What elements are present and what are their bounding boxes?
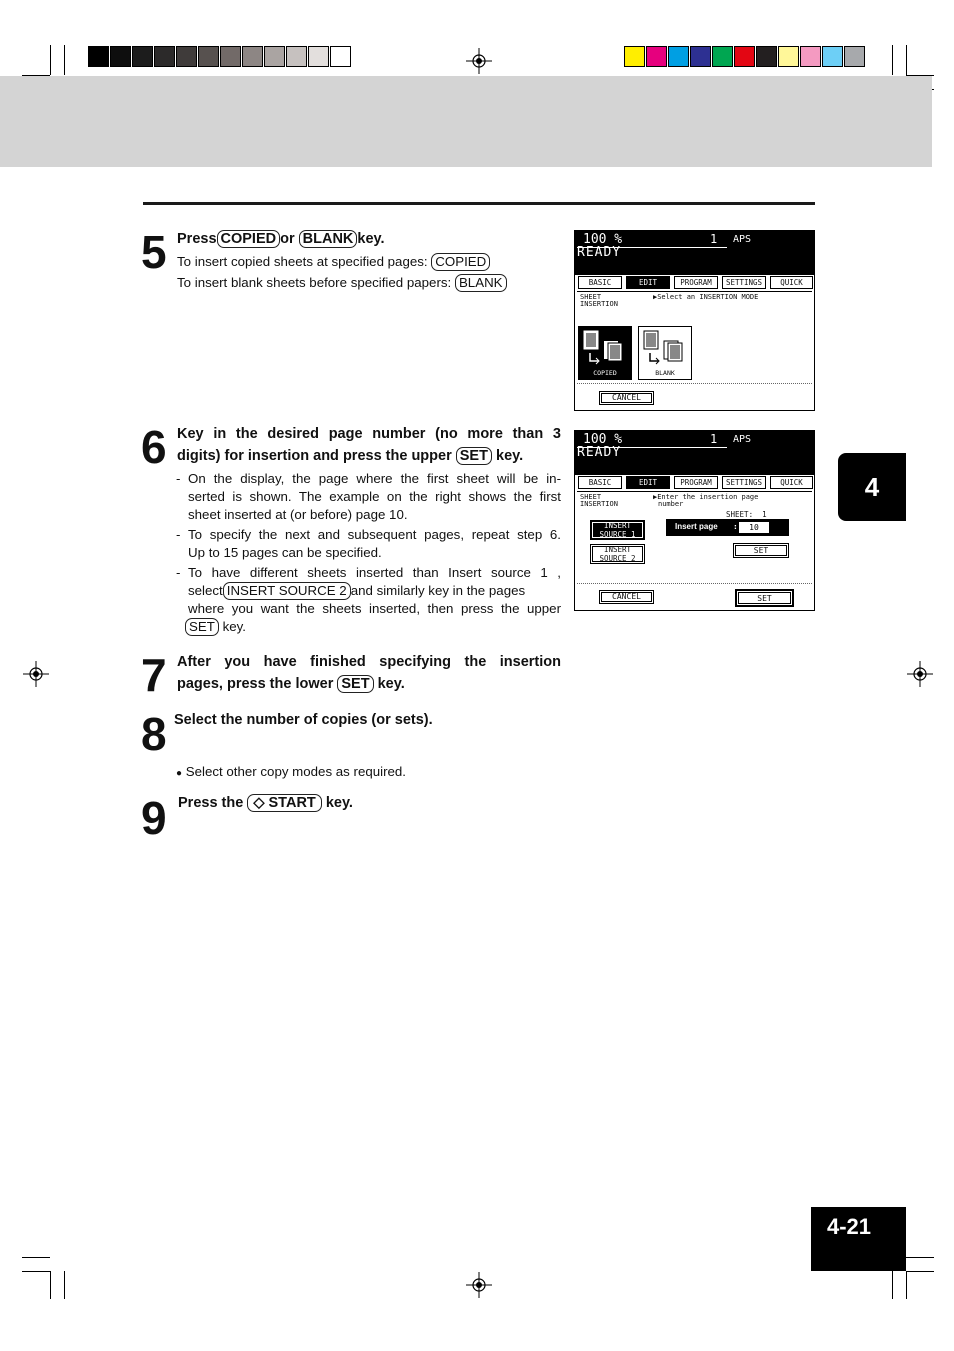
gray-swatch <box>264 46 285 67</box>
step-5-heading <box>177 228 385 250</box>
page-number: 4-21 <box>827 1214 872 1239</box>
gray-swatch <box>242 46 263 67</box>
step-9-heading <box>178 792 353 814</box>
step-7-heading-2-text: pages, press the lower <box>177 676 334 692</box>
insert-source-1-line-2: SOURCE 1 <box>599 530 636 539</box>
tab-settings[interactable]: SETTINGS <box>722 476 766 489</box>
color-swatch <box>778 46 799 67</box>
step-6-bullet-3-line-4 <box>185 618 246 636</box>
step-9-press-text: Press the <box>178 795 244 811</box>
sheet-insertion-label <box>580 294 618 308</box>
color-swatch <box>646 46 667 67</box>
step-6-heading-2 <box>177 445 523 467</box>
blank-key-label: BLANK <box>299 230 358 248</box>
gray-swatch <box>88 46 109 67</box>
start-diamond-icon: ◇ <box>253 795 265 811</box>
step-6-bullet-3-line-4-rest: key. <box>222 619 246 634</box>
cancel-button[interactable]: CANCEL <box>599 391 654 405</box>
gray-swatch <box>154 46 175 67</box>
color-swatch <box>822 46 843 67</box>
bullet-dot-icon: ● <box>176 768 183 779</box>
step-6-key-suffix: key. <box>496 448 524 464</box>
step-6-bullet-3-line-1: To have different sheets inserted than Insert source 1 , <box>188 565 561 580</box>
insert-page-colon: : <box>733 522 738 531</box>
step-5-line-1-text: To insert copied sheets at specified pages: <box>177 254 428 269</box>
gray-swatch <box>330 46 351 67</box>
color-swatch <box>844 46 865 67</box>
start-key-text: START <box>268 795 316 811</box>
step-6-bullet-1-line-1: On the display, the page where the first sheet will be in- <box>188 471 561 486</box>
screen-tabs <box>578 276 813 290</box>
copy-count: 1 <box>710 232 718 246</box>
lcd-screen-insert-page <box>574 430 815 611</box>
step-6-bullet-3-line-2 <box>188 582 525 600</box>
registration-target-icon <box>466 48 492 74</box>
step-8-bullet-text: Select other copy modes as required. <box>185 764 407 779</box>
gray-swatch <box>110 46 131 67</box>
copied-caption: COPIED <box>593 369 617 377</box>
insert-source-2-key-ref: INSERT SOURCE 2 <box>223 582 351 600</box>
copied-sheets-icon <box>580 329 632 371</box>
dotted-separator <box>577 383 812 384</box>
gray-swatch <box>198 46 219 67</box>
sheet-insertion-label-line-2: INSERTION <box>580 500 618 508</box>
zoom-ratio: 100 % <box>583 232 623 247</box>
tab-basic[interactable]: BASIC <box>578 476 622 489</box>
step-6-bullet-3-line-3: where you want the sheets inserted, then press the upper <box>188 601 561 616</box>
color-swatch <box>800 46 821 67</box>
blank-caption: BLANK <box>655 369 675 377</box>
step-6-bullet-2-dash: - <box>176 527 181 542</box>
color-swatch <box>756 46 777 67</box>
zoom-ratio: 100 % <box>583 432 623 447</box>
tab-program[interactable]: PROGRAM <box>674 476 718 489</box>
tab-quick[interactable]: QUICK <box>770 476 813 489</box>
step-6-bullet-3-line-2-rest: and similarly key in the pages <box>350 583 526 598</box>
step-6-select-text: select <box>188 583 223 598</box>
step-5-line-1 <box>177 253 490 271</box>
tab-edit[interactable]: EDIT <box>626 476 670 489</box>
screen-message: ▶Select an INSERTION MODE <box>653 293 759 301</box>
step-8-number: 8 <box>141 708 166 760</box>
step-5-number: 5 <box>141 226 166 278</box>
header-band <box>0 76 932 167</box>
step-6-bullet-2-line-1: To specify the next and subsequent pages, repeat step 6. <box>188 527 561 542</box>
step-5-line-2 <box>177 274 507 292</box>
screen-message-line-1: ▶Enter the insertion page <box>653 493 759 501</box>
screen-message-line-2: number <box>658 500 684 508</box>
gray-swatch <box>220 46 241 67</box>
lcd-screen-insertion-mode <box>574 230 815 411</box>
gray-swatch <box>286 46 307 67</box>
page-number-box <box>811 1207 906 1271</box>
step-7-heading-1: After you have finished specifying the insertion <box>177 654 561 670</box>
step-5-press: Press <box>177 231 217 247</box>
step-7-number: 7 <box>141 649 166 701</box>
copied-key-ref: COPIED <box>431 253 490 271</box>
chapter-tab: 4 <box>838 453 906 521</box>
step-6-bullet-3-dash: - <box>176 565 181 580</box>
blank-mode-button[interactable] <box>638 326 692 380</box>
section-rule <box>143 202 815 205</box>
aps-indicator: APS <box>733 434 752 445</box>
step-6-bullet-1-dash: - <box>176 471 181 486</box>
sheet-counter: SHEET: 1 <box>726 510 767 519</box>
set-key-ref: SET <box>185 618 219 636</box>
step-9-key-suffix: key. <box>325 795 353 811</box>
sheet-insertion-label-line-2: INSERTION <box>580 300 618 308</box>
sheet-insertion-label-line-1: SHEET <box>580 493 602 501</box>
sheet-insertion-label-line-1: SHEET <box>580 293 602 301</box>
insert-source-1-line-1: INSERT <box>603 521 632 530</box>
gray-swatch <box>308 46 329 67</box>
color-swatch <box>624 46 645 67</box>
step-8-bullet <box>176 763 406 783</box>
insert-page-label: Insert page <box>675 522 718 531</box>
screen-status-area <box>575 431 814 475</box>
registration-target-icon <box>907 661 933 687</box>
screen-status-area <box>575 231 814 275</box>
step-6-number: 6 <box>141 421 166 473</box>
lower-set-button[interactable]: SET <box>735 589 794 607</box>
upper-set-button[interactable]: SET <box>733 543 789 558</box>
color-swatch <box>712 46 733 67</box>
tab-edit[interactable]: EDIT <box>626 276 670 289</box>
aps-indicator: APS <box>733 234 752 245</box>
step-6-bullet-1-line-2: serted is shown. The example on the right shows the first <box>188 489 561 504</box>
copy-count: 1 <box>710 432 718 446</box>
screen-message <box>653 494 758 508</box>
screen-tabs <box>578 476 813 490</box>
color-swatch <box>734 46 755 67</box>
insert-page-field[interactable] <box>666 519 789 536</box>
tab-quick[interactable]: QUICK <box>770 276 813 289</box>
copied-key-label: COPIED <box>217 230 281 248</box>
insert-source-2-line-2: SOURCE 2 <box>599 554 636 563</box>
registration-target-icon <box>466 1272 492 1298</box>
tab-basic[interactable]: BASIC <box>578 276 622 289</box>
step-5-line-2-text: To insert blank sheets before specified papers: <box>177 275 452 290</box>
blank-sheets-icon <box>640 329 692 371</box>
tab-program[interactable]: PROGRAM <box>674 276 718 289</box>
color-swatch <box>668 46 689 67</box>
copied-mode-button[interactable] <box>578 326 632 380</box>
insert-source-1-button[interactable] <box>590 520 645 540</box>
screen-separator <box>577 291 812 292</box>
step-5-or: or <box>280 231 295 247</box>
lower-set-key-label: SET <box>337 675 373 693</box>
registration-target-icon <box>23 661 49 687</box>
ready-status: READY <box>577 445 622 460</box>
step-9-number: 9 <box>141 792 166 844</box>
start-key-label <box>247 794 321 812</box>
sheet-insertion-label <box>580 494 618 508</box>
step-7-key-suffix: key. <box>377 676 405 692</box>
step-8-heading: Select the number of copies (or sets). <box>174 712 433 728</box>
step-6-bullet-2-line-2: Up to 15 pages can be specified. <box>188 545 382 560</box>
insert-source-2-line-1: INSERT <box>603 545 632 554</box>
step-6-heading-1: Key in the desired page number (no more than 3 <box>177 426 561 442</box>
step-6-heading-2-text: digits) for insertion and press the upper <box>177 448 452 464</box>
set-key-label: SET <box>456 447 492 465</box>
color-swatch <box>690 46 711 67</box>
step-5-key-suffix: key. <box>357 231 385 247</box>
screen-separator <box>577 491 812 492</box>
dotted-separator <box>577 583 812 584</box>
gray-swatch <box>132 46 153 67</box>
insert-page-value: 10 <box>739 522 769 533</box>
step-7-heading-2 <box>177 673 405 695</box>
gray-swatch <box>176 46 197 67</box>
tab-settings[interactable]: SETTINGS <box>722 276 766 289</box>
cancel-button[interactable]: CANCEL <box>599 590 654 604</box>
step-6-bullet-1-line-3: sheet inserted at (or before) page 10. <box>188 507 408 522</box>
blank-key-ref: BLANK <box>455 274 507 292</box>
insert-source-2-button[interactable] <box>590 544 645 564</box>
ready-status: READY <box>577 245 622 260</box>
